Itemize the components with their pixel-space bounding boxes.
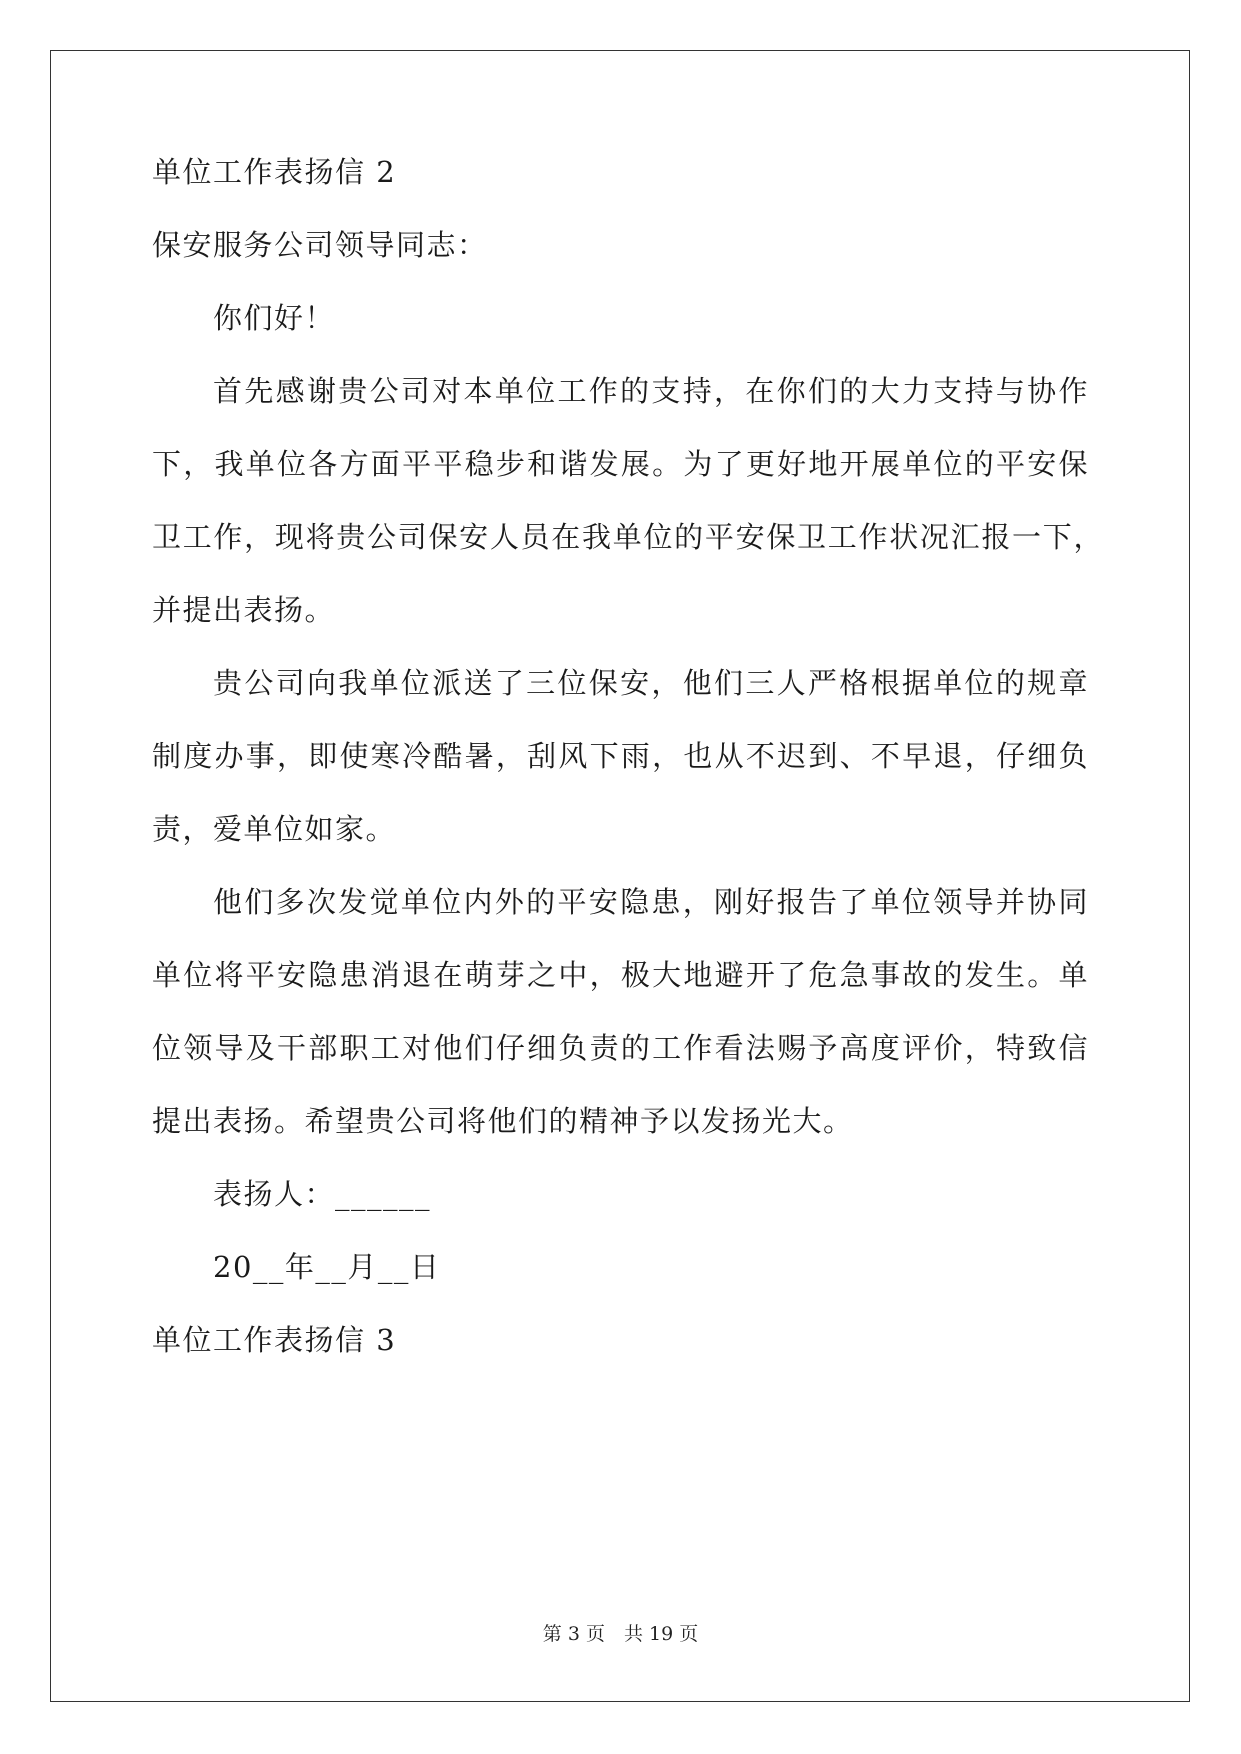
greeting: 你们好！ bbox=[213, 301, 336, 335]
section-heading-2: 单位工作表扬信 2 bbox=[152, 155, 397, 189]
para2-line-1: 贵公司向我单位派送了三位保安，他们三人严格根据单位的规章 bbox=[213, 666, 1089, 700]
para1-line-3: 卫工作，现将贵公司保安人员在我单位的平安保卫工作状况汇报一下， bbox=[152, 520, 1104, 554]
para3-line-2: 单位将平安隐患消退在萌芽之中，极大地避开了危急事故的发生。单 bbox=[152, 958, 1089, 992]
section-heading-3: 单位工作表扬信 3 bbox=[152, 1323, 397, 1357]
page-number-footer: 第 3 页 共 19 页 bbox=[542, 1623, 699, 1645]
date-line: 20__年__月__日 bbox=[213, 1250, 441, 1284]
para1-line-2: 下，我单位各方面平平稳步和谐发展。为了更好地开展单位的平安保 bbox=[152, 447, 1089, 481]
para2-line-3: 责，爱单位如家。 bbox=[152, 812, 397, 846]
para1-line-1: 首先感谢贵公司对本单位工作的支持，在你们的大力支持与协作 bbox=[213, 374, 1089, 408]
para3-line-1: 他们多次发觉单位内外的平安隐患，刚好报告了单位领导并协同 bbox=[213, 885, 1089, 919]
para1-line-4: 并提出表扬。 bbox=[152, 593, 336, 627]
signer-line: 表扬人：______ bbox=[213, 1177, 432, 1211]
para3-line-3: 位领导及干部职工对他们仔细负责的工作看法赐予高度评价，特致信 bbox=[152, 1031, 1089, 1065]
salutation: 保安服务公司领导同志： bbox=[152, 228, 488, 262]
para3-line-4: 提出表扬。希望贵公司将他们的精神予以发扬光大。 bbox=[152, 1104, 854, 1138]
para2-line-2: 制度办事，即使寒冷酷暑，刮风下雨，也从不迟到、不早退，仔细负 bbox=[152, 739, 1089, 773]
